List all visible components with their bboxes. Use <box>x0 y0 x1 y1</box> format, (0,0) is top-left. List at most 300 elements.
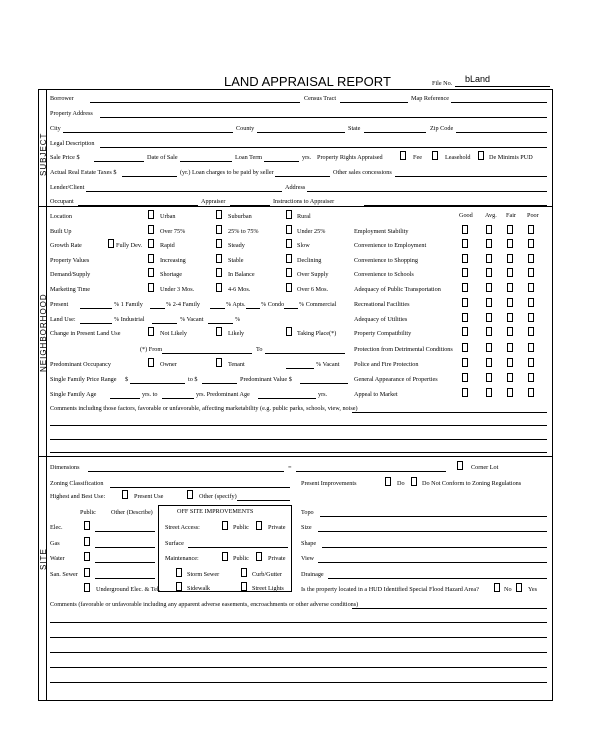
maintenance-label: Maintenance: <box>165 555 199 562</box>
neighborhood-comments-label: Comments including those factors, favorable or unfavorable, affecting marketability (e.g. public parks, schools, view, noise) <box>50 405 358 412</box>
fully-dev-label: Fully Dev. <box>116 242 143 249</box>
fully-dev-checkbox[interactable] <box>108 239 114 248</box>
predominant-age-label: yrs. Predominant Age <box>196 391 250 398</box>
over-75-checkbox[interactable] <box>148 225 154 234</box>
section-label-subject: SUBJECT <box>39 132 48 176</box>
rating-checkbox-9-avg[interactable] <box>486 343 492 352</box>
rating-checkbox-12-poor[interactable] <box>528 388 534 397</box>
pct-2-4-family-label: % 2-4 Family <box>166 301 201 308</box>
suburban-label: Suburban <box>228 213 252 220</box>
rating-checkbox-11-avg[interactable] <box>486 373 492 382</box>
yrs-label-2: yrs. <box>318 391 328 398</box>
off-site-improvements-box <box>158 505 292 592</box>
in-balance-checkbox[interactable] <box>216 268 222 277</box>
site-comments-label: Comments (favorable or unfavorable including any apparent adverse easements, encroachments or other adverse conditions) <box>50 601 359 608</box>
zoning-classification-field[interactable] <box>110 487 290 488</box>
pct-other-field[interactable] <box>208 323 233 324</box>
map-reference-field[interactable] <box>451 102 547 103</box>
census-tract-label: Census Tract <box>304 95 337 102</box>
tenant-label: Tenant <box>228 361 245 368</box>
elec-public-checkbox[interactable] <box>84 521 90 530</box>
pct-industrial-field[interactable] <box>80 323 112 324</box>
over-75-label: Over 75% <box>160 228 186 235</box>
san-sewer-public-checkbox[interactable] <box>84 568 90 577</box>
rating-checkbox-8-poor[interactable] <box>528 327 534 336</box>
factor-employment-stability: Employment Stability <box>354 228 409 235</box>
flood-no-label: No <box>504 586 512 593</box>
dimensions-label: Dimensions <box>50 464 80 471</box>
map-reference-label: Map Reference <box>411 95 449 102</box>
borrower-field[interactable] <box>90 102 300 103</box>
lender-client-label: Lender/Client <box>50 184 85 191</box>
public-header: Public <box>80 509 96 516</box>
maintenance-private-label: Private <box>268 555 286 562</box>
over-6-mos-label: Over 6 Mos. <box>297 286 329 293</box>
underground-label: Underground Elec. & Tel. <box>96 586 161 593</box>
rating-checkbox-9-good[interactable] <box>462 343 468 352</box>
street-lights-label: Street Lights <box>252 585 284 592</box>
storm-sewer-checkbox[interactable] <box>176 568 182 577</box>
factor-recreational-facilities: Recreational Facilities <box>354 301 410 308</box>
taking-place-label: Taking Place(*) <box>297 330 337 337</box>
size-label: Size <box>301 524 312 531</box>
flood-hazard-label: Is the property located in a HUD Identified Special Flood Hazard Area? <box>301 586 479 593</box>
slow-label: Slow <box>297 242 310 249</box>
de-minimis-pud-checkbox[interactable] <box>478 151 484 160</box>
suburban-checkbox[interactable] <box>216 210 222 219</box>
likely-label: Likely <box>228 330 245 337</box>
form-frame <box>38 89 553 701</box>
de-minimis-pud-label: De Minimis PUD <box>489 154 533 161</box>
property-address-field[interactable] <box>100 117 547 118</box>
rating-checkbox-4-fair[interactable] <box>507 268 513 277</box>
county-label: County <box>236 125 255 132</box>
pct-1-family-field[interactable] <box>80 308 112 309</box>
rating-header-poor: Poor <box>527 212 539 219</box>
growth-rate-label: Growth Rate <box>50 242 82 249</box>
price-range-dollar: $ <box>125 376 129 383</box>
elec-label: Elec. <box>50 524 63 531</box>
price-range-high-field[interactable] <box>202 383 237 384</box>
rating-header-fair: Fair <box>506 212 516 219</box>
steady-label: Steady <box>228 242 245 249</box>
do-not-conform-label: Do Not Conform to Zoning Regulations <box>422 480 522 487</box>
dimensions-field[interactable] <box>88 471 284 472</box>
gas-label: Gas <box>50 540 60 547</box>
factor-police-fire: Police and Fire Protection <box>354 361 419 368</box>
rating-checkbox-3-fair[interactable] <box>507 254 513 263</box>
increasing-label: Increasing <box>160 257 186 264</box>
actual-taxes-field[interactable] <box>122 176 177 177</box>
rating-checkbox-3-good[interactable] <box>462 254 468 263</box>
sidewalk-checkbox[interactable] <box>176 582 182 591</box>
site-comments-line-3[interactable] <box>50 637 547 638</box>
shortage-label: Shortage <box>160 271 182 278</box>
rating-checkbox-4-avg[interactable] <box>486 268 492 277</box>
city-field[interactable] <box>63 132 233 133</box>
under-3-mos-checkbox[interactable] <box>148 283 154 292</box>
pct-industrial-label: % Industrial <box>114 316 145 323</box>
neighborhood-divider <box>38 456 553 457</box>
zip-code-field[interactable] <box>456 132 547 133</box>
file-no-value: bLand <box>465 74 491 84</box>
pct-condo-label: % Condo <box>261 301 285 308</box>
factor-convenience-employment: Convenience to Employment <box>354 242 427 249</box>
actual-taxes-label: Actual Real Estate Taxes $ <box>50 169 117 176</box>
appraiser-label: Appraiser <box>201 198 226 205</box>
4-6-mos-label: 4-6 Mos. <box>228 286 251 293</box>
property-address-label: Property Address <box>50 110 93 117</box>
pct-other-label: % <box>235 316 241 323</box>
marketing-time-label: Marketing Time <box>50 286 91 293</box>
rating-checkbox-11-good[interactable] <box>462 373 468 382</box>
borrower-label: Borrower <box>50 95 74 102</box>
corner-lot-checkbox[interactable] <box>457 461 463 470</box>
pct-vacant2-field[interactable] <box>286 368 314 369</box>
4-6-mos-checkbox[interactable] <box>216 283 222 292</box>
present-improvements-label: Present Improvements <box>301 480 357 487</box>
under-3-mos-label: Under 3 Mos. <box>160 286 195 293</box>
predominant-occupancy-label: Predominant Occupancy <box>50 361 111 368</box>
street-public-label: Public <box>233 524 249 531</box>
over-supply-label: Over Supply <box>297 271 329 278</box>
flood-yes-label: Yes <box>528 586 538 593</box>
predominant-age-field[interactable] <box>258 398 316 399</box>
street-private-checkbox[interactable] <box>256 521 262 530</box>
off-site-improvements-title: OFF SITE IMPROVEMENTS <box>177 508 254 515</box>
do-conform-checkbox[interactable] <box>385 477 391 486</box>
leasehold-label: Leasehold <box>445 154 471 161</box>
rating-checkbox-6-poor[interactable] <box>528 298 534 307</box>
25-to-75-label: 25% to 75% <box>228 228 259 235</box>
rating-checkbox-12-fair[interactable] <box>507 388 513 397</box>
address-label: Address <box>285 184 306 191</box>
pct-apts-field[interactable] <box>210 308 225 309</box>
neighborhood-comments-line-3[interactable] <box>50 439 547 440</box>
price-range-label: Single Family Price Range <box>50 376 117 383</box>
maintenance-public-label: Public <box>233 555 249 562</box>
rating-checkbox-12-avg[interactable] <box>486 388 492 397</box>
size-field[interactable] <box>318 531 547 532</box>
report-title: LAND APPRAISAL REPORT <box>224 74 391 89</box>
factor-convenience-schools: Convenience to Schools <box>354 271 414 278</box>
instructions-field[interactable] <box>364 205 547 206</box>
loan-term-field[interactable] <box>264 161 299 162</box>
other-sales-concessions-label: Other sales concessions <box>333 169 392 176</box>
other-sales-concessions-field[interactable] <box>395 176 547 177</box>
view-label: View <box>301 555 315 562</box>
other-specify-checkbox[interactable] <box>187 490 193 499</box>
loan-charges-field[interactable] <box>275 176 330 177</box>
25-to-75-checkbox[interactable] <box>216 225 222 234</box>
rating-checkbox-7-fair[interactable] <box>507 313 513 322</box>
shape-field[interactable] <box>322 547 547 548</box>
shape-label: Shape <box>301 540 317 547</box>
factor-property-compatibility: Property Compatibility <box>354 330 412 337</box>
section-label-site: SITE <box>39 548 48 570</box>
loan-charges-label: (yr.) Loan charges to be paid by seller <box>180 169 274 176</box>
subject-divider <box>38 206 553 207</box>
pct-apts-label: % Apts. <box>226 301 246 308</box>
corner-lot-label: Corner Lot <box>471 464 499 471</box>
neighborhood-comments-line-4[interactable] <box>50 452 547 453</box>
rating-checkbox-9-poor[interactable] <box>528 343 534 352</box>
lender-client-field[interactable] <box>86 191 282 192</box>
factor-convenience-shopping: Convenience to Shopping <box>354 257 418 264</box>
rating-checkbox-8-good[interactable] <box>462 327 468 336</box>
present-use-checkbox[interactable] <box>122 490 128 499</box>
elec-other-field[interactable] <box>95 531 155 532</box>
fee-checkbox[interactable] <box>400 151 406 160</box>
topo-field[interactable] <box>320 516 547 517</box>
present-label: Present <box>50 301 69 308</box>
rating-checkbox-2-poor[interactable] <box>528 239 534 248</box>
dimensions-area-field[interactable] <box>296 471 446 472</box>
state-field[interactable] <box>364 132 426 133</box>
view-field[interactable] <box>318 562 547 563</box>
rating-checkbox-7-good[interactable] <box>462 313 468 322</box>
factor-detrimental-conditions: Protection from Detrimental Conditions <box>354 346 453 353</box>
sidewalk-label: Sidewalk <box>187 585 211 592</box>
rating-checkbox-3-poor[interactable] <box>528 254 534 263</box>
rating-checkbox-8-fair[interactable] <box>507 327 513 336</box>
pct-vacant2-label: % Vacant <box>316 361 340 368</box>
city-label: City <box>50 125 61 132</box>
single-family-age-label: Single Family Age <box>50 391 97 398</box>
rating-checkbox-6-avg[interactable] <box>486 298 492 307</box>
pct-commercial-field[interactable] <box>284 308 298 309</box>
yrs-to-label: yrs. to <box>142 391 158 398</box>
rapid-label: Rapid <box>160 242 175 249</box>
rating-checkbox-10-poor[interactable] <box>528 358 534 367</box>
rating-checkbox-6-fair[interactable] <box>507 298 513 307</box>
age-high-field[interactable] <box>162 398 194 399</box>
rating-checkbox-2-good[interactable] <box>462 239 468 248</box>
maintenance-public-checkbox[interactable] <box>222 552 228 561</box>
to-field[interactable] <box>265 353 345 354</box>
rating-checkbox-11-poor[interactable] <box>528 373 534 382</box>
rating-checkbox-10-avg[interactable] <box>486 358 492 367</box>
rating-checkbox-6-good[interactable] <box>462 298 468 307</box>
rural-label: Rural <box>297 213 311 220</box>
street-lights-checkbox[interactable] <box>241 582 247 591</box>
rating-checkbox-5-poor[interactable] <box>528 283 534 292</box>
appraiser-field[interactable] <box>230 205 270 206</box>
other-describe-header: Other (Describe) <box>111 509 153 516</box>
file-no-line[interactable] <box>455 86 550 87</box>
gas-other-field[interactable] <box>95 547 155 548</box>
file-no-label: File No. <box>432 80 453 87</box>
zoning-classification-label: Zoning Classification <box>50 480 104 487</box>
urban-checkbox[interactable] <box>148 210 154 219</box>
rating-checkbox-9-fair[interactable] <box>507 343 513 352</box>
occupant-label: Occupant <box>50 198 74 205</box>
water-other-field[interactable] <box>95 562 155 563</box>
under-25-checkbox[interactable] <box>286 225 292 234</box>
rating-checkbox-1-good[interactable] <box>462 225 468 234</box>
factor-adequacy-utilities: Adequacy of Utilities <box>354 316 408 323</box>
in-balance-label: In Balance <box>228 271 255 278</box>
price-range-to: to $ <box>188 376 198 383</box>
street-public-checkbox[interactable] <box>222 521 228 530</box>
gas-public-checkbox[interactable] <box>84 537 90 546</box>
pct-vacant-field[interactable] <box>152 323 177 324</box>
from-label: (*) From <box>140 346 163 353</box>
flood-yes-checkbox[interactable] <box>516 583 522 592</box>
instructions-label: Instructions to Appraiser <box>273 198 335 205</box>
age-low-field[interactable] <box>110 398 140 399</box>
rating-checkbox-10-fair[interactable] <box>507 358 513 367</box>
do-label: Do <box>397 480 405 487</box>
rating-checkbox-7-avg[interactable] <box>486 313 492 322</box>
topo-label: Topo <box>301 509 314 516</box>
predominant-value-label: Predominant Value $ <box>240 376 292 383</box>
drainage-field[interactable] <box>328 578 547 579</box>
rural-checkbox[interactable] <box>286 210 292 219</box>
water-public-checkbox[interactable] <box>84 552 90 561</box>
steady-checkbox[interactable] <box>216 239 222 248</box>
under-25-label: Under 25% <box>297 228 326 235</box>
sale-price-field[interactable] <box>94 161 144 162</box>
rating-checkbox-12-good[interactable] <box>462 388 468 397</box>
demand-supply-label: Demand/Supply <box>50 271 91 278</box>
taking-place-checkbox[interactable] <box>286 327 292 336</box>
census-tract-field[interactable] <box>340 102 408 103</box>
rating-checkbox-3-avg[interactable] <box>486 254 492 263</box>
factor-general-appearance: General Appearance of Properties <box>354 376 438 383</box>
dimensions-equals: = <box>288 464 292 471</box>
rating-checkbox-10-good[interactable] <box>462 358 468 367</box>
address-field[interactable] <box>307 191 547 192</box>
san-sewer-label: San. Sewer <box>50 571 78 578</box>
curb-gutter-label: Curb/Gutter <box>252 571 282 578</box>
surface-field[interactable] <box>188 547 288 548</box>
rating-checkbox-4-good[interactable] <box>462 268 468 277</box>
over-6-mos-checkbox[interactable] <box>286 283 292 292</box>
flood-no-checkbox[interactable] <box>494 583 500 592</box>
site-comments-line-2[interactable] <box>50 622 547 623</box>
surface-label: Surface <box>165 540 184 547</box>
from-field[interactable] <box>162 353 252 354</box>
storm-sewer-label: Storm Sewer <box>187 571 220 578</box>
pct-commercial-label: % Commercial <box>299 301 337 308</box>
price-range-low-field[interactable] <box>130 383 185 384</box>
neighborhood-comments-field[interactable] <box>352 412 547 413</box>
san-sewer-other-field[interactable] <box>95 578 155 579</box>
not-likely-label: Not Likely <box>160 330 187 337</box>
rating-header-avg: Avg. <box>485 212 497 219</box>
shortage-checkbox[interactable] <box>148 268 154 277</box>
underground-checkbox[interactable] <box>84 583 90 592</box>
fee-label: Fee <box>413 154 422 161</box>
predominant-value-field[interactable] <box>300 383 348 384</box>
declining-label: Declining <box>297 257 322 264</box>
zip-code-label: Zip Code <box>430 125 454 132</box>
factor-appeal-to-market: Appeal to Market <box>354 391 398 398</box>
rating-checkbox-5-avg[interactable] <box>486 283 492 292</box>
location-label: Location <box>50 213 72 220</box>
tenant-checkbox[interactable] <box>216 358 222 367</box>
county-field[interactable] <box>257 132 345 133</box>
slow-checkbox[interactable] <box>286 239 292 248</box>
rating-header-good: Good <box>459 212 473 219</box>
curb-gutter-checkbox[interactable] <box>241 568 247 577</box>
rating-checkbox-2-fair[interactable] <box>507 239 513 248</box>
rating-checkbox-1-fair[interactable] <box>507 225 513 234</box>
other-specify-label: Other (specify) <box>199 493 237 500</box>
declining-checkbox[interactable] <box>286 254 292 263</box>
stable-checkbox[interactable] <box>216 254 222 263</box>
to-label: To <box>256 346 263 353</box>
drainage-label: Drainage <box>301 571 324 578</box>
rating-checkbox-5-fair[interactable] <box>507 283 513 292</box>
site-comments-line-5[interactable] <box>50 667 547 668</box>
rating-checkbox-1-poor[interactable] <box>528 225 534 234</box>
label-column-divider <box>46 89 47 701</box>
owner-checkbox[interactable] <box>148 358 154 367</box>
rating-checkbox-2-avg[interactable] <box>486 239 492 248</box>
likely-checkbox[interactable] <box>216 327 222 336</box>
built-up-label: Built Up <box>50 228 72 235</box>
stable-label: Stable <box>228 257 244 264</box>
property-rights-label: Property Rights Appraised <box>317 154 383 161</box>
rating-checkbox-8-avg[interactable] <box>486 327 492 336</box>
state-label: State <box>348 125 361 132</box>
occupant-field[interactable] <box>78 205 198 206</box>
yrs-label: yrs. <box>302 154 312 161</box>
pct-condo-field[interactable] <box>246 308 260 309</box>
date-of-sale-label: Date of Sale <box>147 154 178 161</box>
rating-checkbox-1-avg[interactable] <box>486 225 492 234</box>
rating-checkbox-5-good[interactable] <box>462 283 468 292</box>
increasing-checkbox[interactable] <box>148 254 154 263</box>
street-access-label: Street Access: <box>165 524 200 531</box>
rating-checkbox-4-poor[interactable] <box>528 268 534 277</box>
over-supply-checkbox[interactable] <box>286 268 292 277</box>
site-comments-field[interactable] <box>352 608 547 609</box>
date-of-sale-field[interactable] <box>180 161 232 162</box>
not-likely-checkbox[interactable] <box>148 327 154 336</box>
do-not-conform-checkbox[interactable] <box>411 477 417 486</box>
owner-label: Owner <box>160 361 177 368</box>
change-land-use-label: Change in Present Land Use <box>50 330 121 337</box>
rating-checkbox-7-poor[interactable] <box>528 313 534 322</box>
property-values-label: Property Values <box>50 257 90 264</box>
legal-description-label: Legal Description <box>50 140 95 147</box>
legal-description-field[interactable] <box>100 147 547 148</box>
section-label-neighborhood: NEIGHBORHOOD <box>39 293 48 372</box>
sale-price-label: Sale Price $ <box>50 154 80 161</box>
rapid-checkbox[interactable] <box>148 239 154 248</box>
water-label: Water <box>50 555 65 562</box>
neighborhood-comments-line-2[interactable] <box>50 425 547 426</box>
land-use-label: Land Use: <box>50 316 76 323</box>
present-use-label: Present Use <box>134 493 164 500</box>
site-comments-line-4[interactable] <box>50 652 547 653</box>
maintenance-private-checkbox[interactable] <box>256 552 262 561</box>
factor-public-transportation: Adequacy of Public Transportation <box>354 286 441 293</box>
pct-2-4-family-field[interactable] <box>150 308 165 309</box>
pct-vacant-label: % Vacant <box>180 316 204 323</box>
leasehold-checkbox[interactable] <box>432 151 438 160</box>
other-specify-field[interactable] <box>237 500 290 501</box>
site-comments-line-6[interactable] <box>50 682 547 683</box>
rating-checkbox-11-fair[interactable] <box>507 373 513 382</box>
urban-label: Urban <box>160 213 176 220</box>
pct-1-family-label: % 1 Family <box>114 301 143 308</box>
highest-best-use-label: Highest and Best Use: <box>50 493 106 500</box>
loan-term-label: Loan Term <box>235 154 263 161</box>
